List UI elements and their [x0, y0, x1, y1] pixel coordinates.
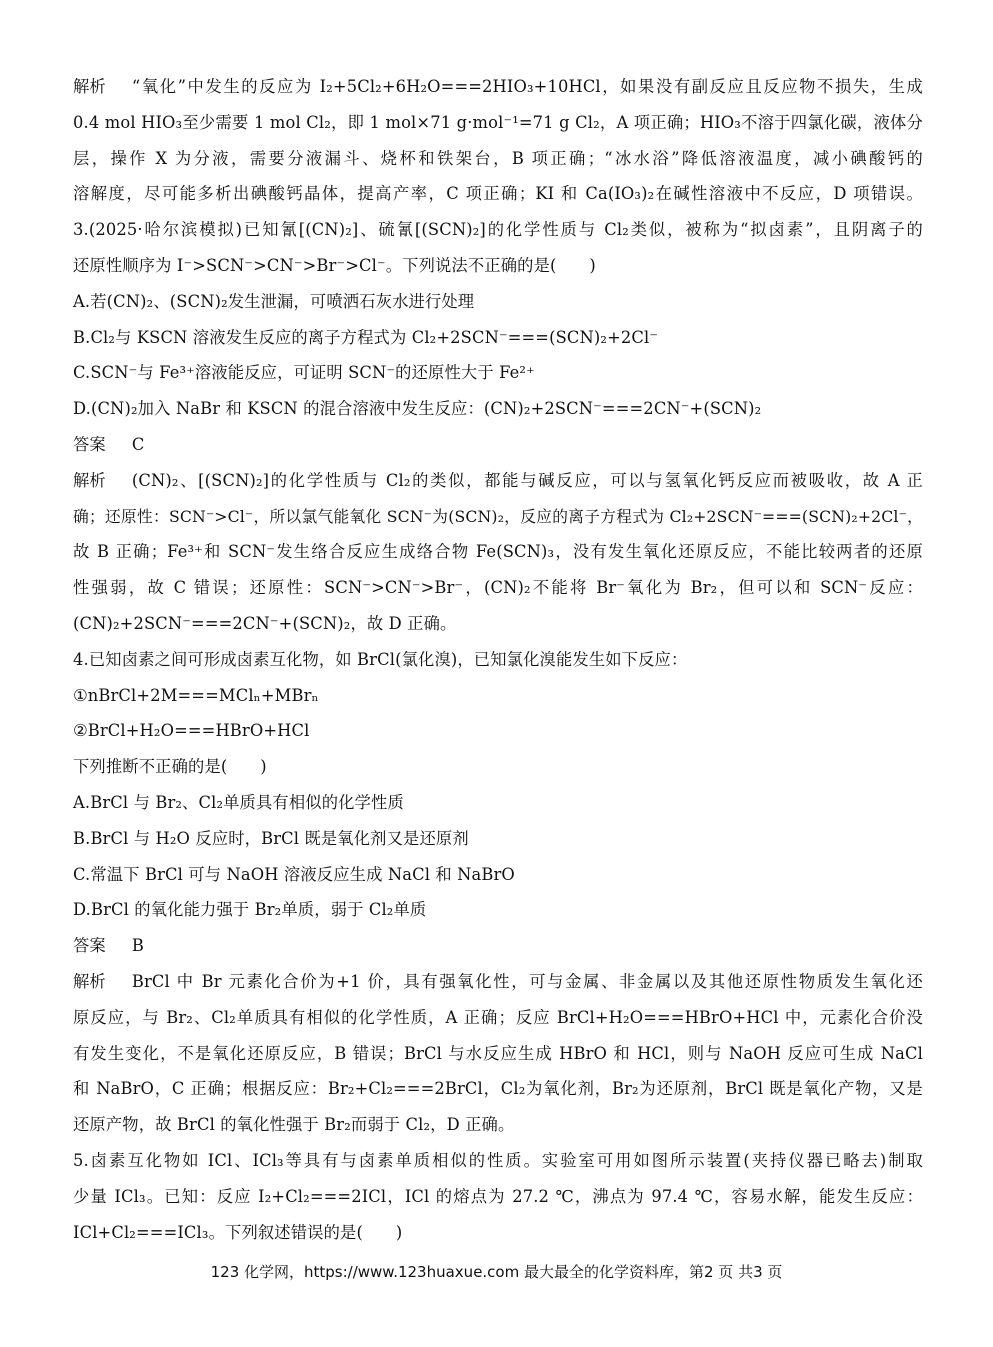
q2-analysis-line-2: 0.4 mol HIO₃至少需要 1 mol Cl₂，即 1 mol×71 g·mol⁻¹=71 g Cl₂，A 项正确；HIO₃不溶于四氯化碳，液体分 [73, 112, 923, 132]
q2-analysis-line-1: 解析 “氧化”中发生的反应为 I₂+5Cl₂+6H₂O===2HIO₃+10HCl，如果没有副反应且反应物不损失，生成 [73, 69, 923, 105]
q2-analysis-line-4: 溶解度，尽可能多析出碘酸钙晶体，提高产率，C 项正确；KI 和 Ca(IO₃)₂在碱性溶液中不反应，D 项错误。 [73, 184, 923, 204]
q3-analysis-line-2: 确；还原性：SCN⁻>Cl⁻，所以氯气能氧化 SCN⁻为(SCN)₂，反应的离子方程式为 Cl₂+2SCN⁻===(SCN)₂+2Cl⁻， [73, 506, 923, 526]
q3-answer-value: C [131, 434, 145, 454]
q4-stem-question: 下列推断不正确的是( ) [73, 757, 267, 777]
q3-stem-line-1: 3.(2025·哈尔滨模拟)已知氰[(CN)₂]、硫氰[(SCN)₂]的化学性质与 Cl₂类似，被称为“拟卤素”，且阴离子的 [73, 220, 923, 240]
q4-answer [73, 928, 923, 964]
analysis-label: 解析 [73, 971, 106, 991]
q4-option-c: C.常温下 BrCl 可与 NaOH 溶液反应生成 NaCl 和 NaBrO [73, 864, 515, 884]
q3-option-b: B.Cl₂与 KSCN 溶液发生反应的离子方程式为 Cl₂+2SCN⁻===(SCN)₂+2Cl⁻ [73, 327, 659, 347]
q4-reaction-2: ②BrCl+H₂O===HBrO+HCl [73, 721, 310, 741]
q3-answer [73, 427, 923, 463]
q4-option-b: B.BrCl 与 H₂O 反应时，BrCl 既是氧化剂又是还原剂 [73, 828, 469, 848]
q3-option-a: A.若(CN)₂、(SCN)₂发生泄漏，可喷洒石灰水进行处理 [73, 291, 475, 311]
q4-stem-line-1: 4.已知卤素之间可形成卤素互化物，如 BrCl(氯化溴)，已知氯化溴能发生如下反应： [73, 649, 688, 669]
q4-analysis-line-3: 有发生变化，不是氧化还原反应，B 错误；BrCl 与水反应生成 HBrO 和 HCl，则与 NaOH 反应可生成 NaCl [73, 1043, 923, 1063]
q3-stem-line-2: 还原性顺序为 I⁻>SCN⁻>CN⁻>Br⁻>Cl⁻。下列说法不正确的是( ) [73, 255, 596, 275]
q4-answer-value: B [131, 936, 144, 956]
q3-analysis-line-5: (CN)₂+2SCN⁻===2CN⁻+(SCN)₂，故 D 正确。 [73, 613, 457, 633]
q4-option-a: A.BrCl 与 Br₂、Cl₂单质具有相似的化学性质 [73, 792, 404, 812]
q3-option-d: D.(CN)₂加入 NaBr 和 KSCN 的混合溶液中发生反应：(CN)₂+2SCN⁻===2CN⁻+(SCN)₂ [73, 399, 762, 419]
q4-analysis-line-5: 还原产物，故 BrCl 的氧化性强于 Br₂而弱于 Cl₂，D 正确。 [73, 1115, 515, 1135]
q3-option-c: C.SCN⁻与 Fe³⁺溶液能反应，可证明 SCN⁻的还原性大于 Fe²⁺ [73, 363, 535, 383]
q5-stem-line-1: 5.卤素互化物如 ICl、ICl₃等具有与卤素单质相似的性质。实验室可用如图所示装置(夹持仪器已略去)制取 [73, 1150, 923, 1170]
q4-analysis-line-1: 解析 BrCl 中 Br 元素化合价为+1 价，具有强氧化性，可与金属、非金属以及其他还原性物质发生氧化还 [73, 964, 923, 1000]
analysis-label: 解析 [73, 470, 106, 490]
q4-analysis-line-2: 原反应，与 Br₂、Cl₂单质具有相似的化学性质，A 正确；反应 BrCl+H₂O===HBrO+HCl 中，元素化合价没 [73, 1007, 923, 1027]
answer-label: 答案 [73, 936, 106, 956]
q4-option-d: D.BrCl 的氧化能力强于 Br₂单质，弱于 Cl₂单质 [73, 900, 427, 920]
document-page [73, 69, 923, 1250]
q3-analysis-line-4: 性强弱，故 C 错误；还原性：SCN⁻>CN⁻>Br⁻，(CN)₂不能将 Br⁻氧化为 Br₂，但可以和 SCN⁻反应： [73, 578, 923, 598]
q2-analysis-line-3: 层，操作 X 为分液，需要分液漏斗、烧杯和铁架台，B 项正确；“冰水浴”降低溶液温度，减小碘酸钙的 [73, 148, 923, 168]
analysis-label: 解析 [73, 77, 106, 96]
q5-stem-line-2: 少量 ICl₃。已知：反应 I₂+Cl₂===2ICl，ICl 的熔点为 27.2 ℃，沸点为 97.4 ℃，容易水解，能发生反应： [73, 1186, 923, 1206]
q4-reaction-1: ①nBrCl+2M===MClₙ+MBrₙ [73, 685, 319, 705]
page-footer: 123 化学网，https://www.123huaxue.com 最大最全的化学资料库，第2 页 共3 页 [210, 1263, 783, 1281]
q4-analysis-line-4: 和 NaBrO，C 正确；根据反应：Br₂+Cl₂===2BrCl，Cl₂为氧化剂，Br₂为还原剂，BrCl 既是氧化产物，又是 [73, 1079, 923, 1099]
q3-analysis-line-1: 解析 (CN)₂、[(SCN)₂]的化学性质与 Cl₂的类似，都能与碱反应，可以与氢氧化钙反应而被吸收，故 A 正 [73, 463, 923, 499]
q3-analysis-line-3: 故 B 正确；Fe³⁺和 SCN⁻发生络合反应生成络合物 Fe(SCN)₃，没有发生氧化还原反应，不能比较两者的还原 [73, 542, 923, 562]
q5-stem-line-3: ICl+Cl₂===ICl₃。下列叙述错误的是( ) [73, 1222, 403, 1242]
answer-label: 答案 [73, 434, 106, 454]
